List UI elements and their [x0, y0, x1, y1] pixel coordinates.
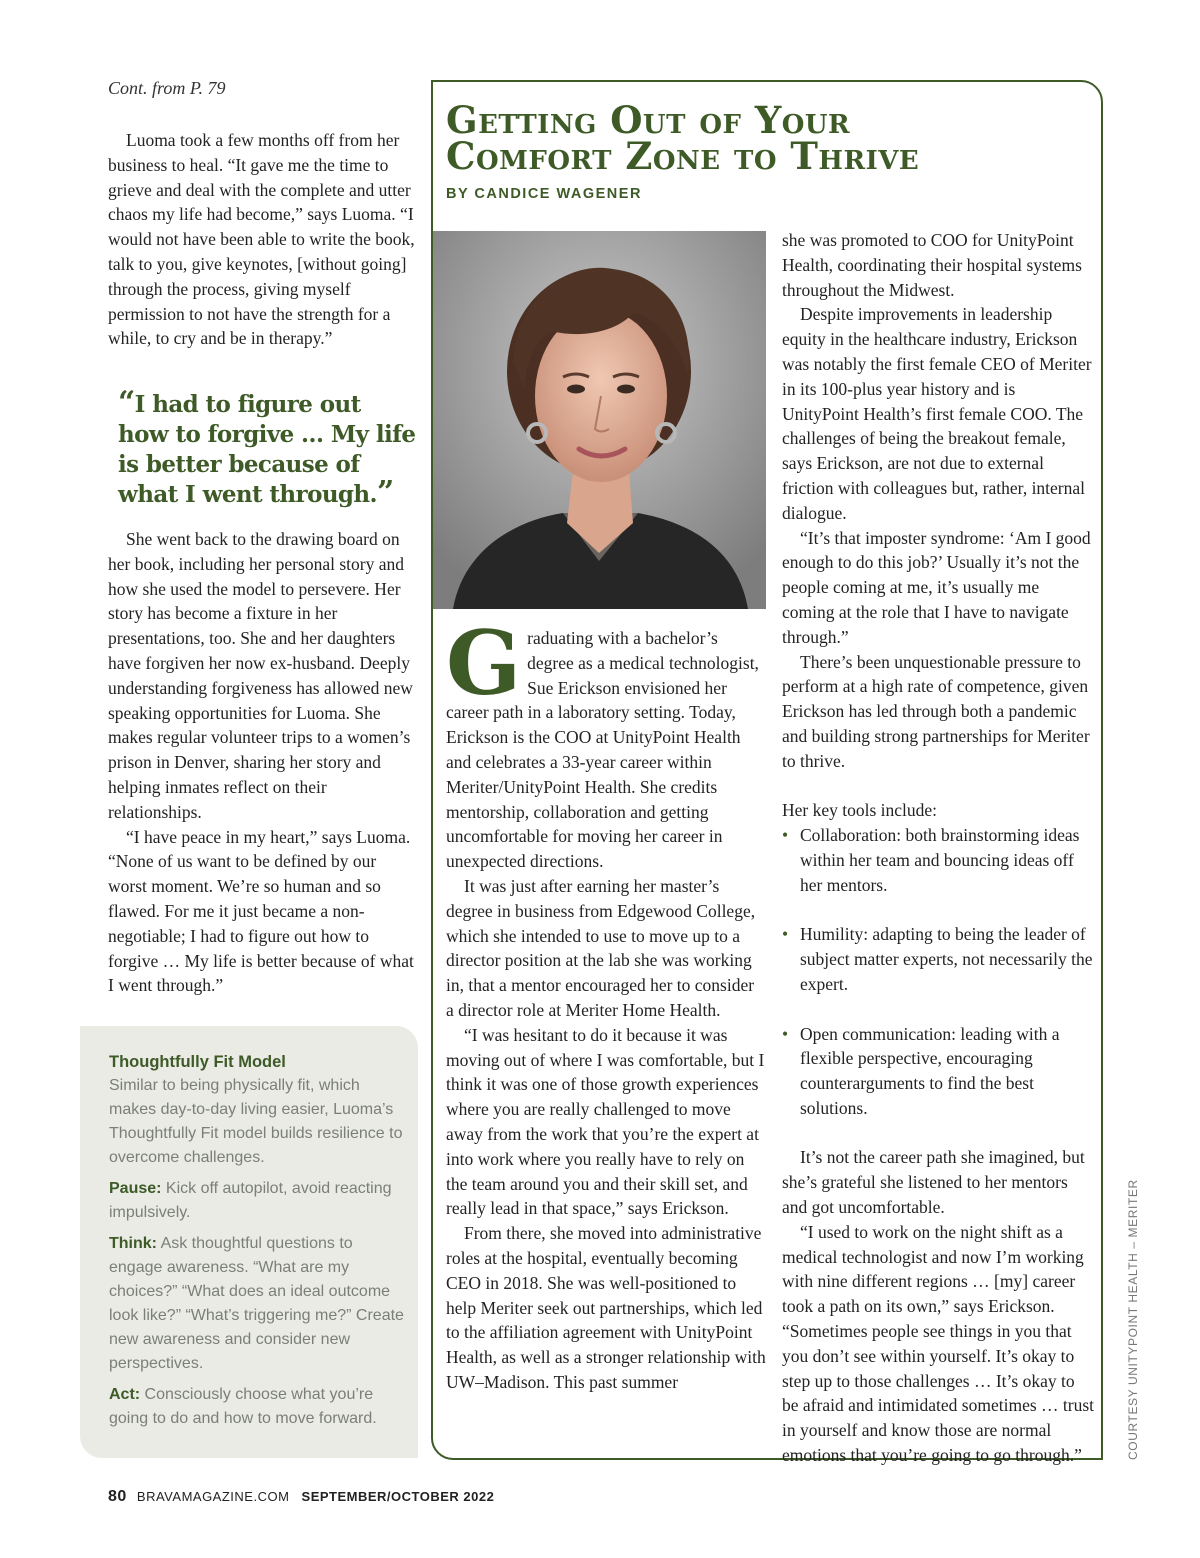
bullet-text: Humility: adapting to being the leader of subject matter experts, not necessarily the expert. — [800, 924, 1093, 994]
sidebar-item-label: Act: — [109, 1386, 141, 1403]
paragraph: She went back to the drawing board on her book, including her personal story and how she used the model to persevere. Her story has become a fixture in her presentations, too. She and her daughters have forgiven her now ex-husband. Deeply understanding forgiveness has allowed new speaking opportunities for Luoma. She makes regular volunteer trips to a women’s prison in Denver, sharing her story and helping inmates reflect on their relationships. — [108, 529, 413, 822]
footer-site: BRAVAMAGAZINE.COM — [136, 1489, 290, 1504]
paragraph: “I was hesitant to do it because it was moving out of where I was comfortable, but I think it was one of those growth experiences where you are really challenged to move away from the work that you’re the expert at into work where you really have to rely on the team around you and their skill set, and really lead in that space,” says Erickson. — [446, 1024, 765, 1219]
paragraph: “I used to work on the night shift as a medical technologist and now I’m working with nine different regions … [my] career took a path on its own,” says Erickson. “Sometimes people see things in you that you don’t see within yourself. It’s okay to step up to those challenges … It’s okay to be afraid and intimidated sometimes … trust in yourself and know those are normal emotions that you’re going to go through.” — [782, 1221, 1095, 1466]
sidebar-item-text: Kick off autopilot, avoid reacting impulsively. — [109, 1180, 392, 1221]
sidebar-item-label: Think: — [109, 1235, 157, 1252]
bullet-text: Open communication: leading with a flexible perspective, encouraging counterarguments to find the best solutions. — [800, 1023, 1060, 1118]
sidebar-item-text: Consciously choose what you’re going to do and how to move forward. — [109, 1386, 377, 1427]
paragraph: Despite improvements in leadership equity in the healthcare industry, Erickson was notably the first female CEO of Meriter in its 100-plus year history and is UnityPoint Health’s first female COO. The challenges of being the breakout female, says Erickson, are not due to external friction with colleagues but, rather, internal dialogue. — [782, 304, 1092, 523]
paragraph: It was just after earning her master’s degree in business from Edgewood College, which she intended to use to move up to a director position at the lab she was working in, that a mentor encouraged her to consider a director role at Meriter Home Health. — [446, 875, 756, 1020]
footer-issue: SEPTEMBER/OCTOBER 2022 — [301, 1489, 495, 1504]
paragraph: “I have peace in my heart,” says Luoma. “None of us want to be defined by our worst moment. We’re so human and so flawed. For me it just became a non-negotiable; I had to figure out how to forgive … My life is better because of what I went through.” — [108, 826, 414, 996]
page-number: 80 — [108, 1488, 127, 1505]
close-quote-mark: ” — [376, 475, 394, 510]
portrait-illustration — [433, 231, 766, 609]
sidebar-intro: Similar to being physically fit, which makes day-to-day living easier, Luoma’s Thoughtfully Fit model builds resilience to overcome challenges. — [109, 1077, 403, 1166]
sidebar-item-text: Ask thoughtful questions to engage awareness. “What are my choices?” “What does an ideal outcome look like?” “What’s triggering me?” Create new awareness and consider new perspectives. — [109, 1235, 404, 1372]
left-column-bottom — [108, 527, 418, 998]
pull-quote — [118, 385, 418, 510]
page-footer — [108, 1488, 494, 1506]
bullet-icon: • — [782, 825, 789, 846]
paragraph: she was promoted to COO for UnityPoint Health, coordinating their hospital systems throughout the Midwest. — [782, 230, 1082, 300]
bullet-item — [782, 922, 1094, 996]
bullet-item — [782, 823, 1094, 897]
paragraph: It’s not the career path she imagined, but she’s grateful she listened to her mentors and got uncomfortable. — [782, 1147, 1085, 1218]
sidebar-item-label: Pause: — [109, 1180, 162, 1197]
sidebar-item-pause — [109, 1177, 409, 1225]
portrait-photo — [433, 231, 766, 609]
lead-paragraph — [446, 611, 766, 874]
pull-quote-text: I had to figure out how to forgive … My life is better because of what I went through. — [118, 391, 416, 508]
paragraph: There’s been unquestionable pressure to perform at a high rate of competence, given Erickson has led through both a pandemic and building strong partnerships for Meriter to thrive. — [782, 651, 1090, 771]
sidebar-box — [80, 1026, 418, 1458]
bullet-item — [782, 1022, 1094, 1121]
bullet-icon: • — [782, 1023, 789, 1044]
left-column-top — [108, 128, 418, 351]
drop-cap: G — [446, 611, 522, 715]
bullet-icon: • — [782, 924, 789, 945]
article-column-right — [782, 228, 1094, 1468]
bullet-text: Collaboration: both brainstorming ideas within her team and bouncing ideas off her mentors. — [800, 825, 1080, 895]
photo-credit: COURTESY UNITYPOINT HEALTH – MERITER — [1126, 1179, 1140, 1460]
byline: BY CANDICE WAGENER — [446, 186, 642, 202]
tools-intro: Her key tools include: — [782, 800, 938, 821]
open-quote-mark: “ — [118, 385, 135, 420]
paragraph: From there, she moved into administrative roles at the hospital, eventually becoming CEO in 2018. She was well-positioned to help Meriter seek out partnerships, which led to the affiliation agreement with UnityPoint Health, as well as a stronger relationship with UW–Madison. This past summer — [446, 1223, 766, 1392]
article-title — [446, 98, 1096, 178]
lead-paragraph-text: raduating with a bachelor’s degree as a medical technologist, Sue Erickson envisioned her career path in a laboratory setting. Today, Erickson is the COO at UnityPoint Health and celebrates a 33-year career within Meriter/UnityPoint Health. She credits mentorship, collaboration and getting uncomfortable for moving her career in unexpected directions. — [446, 628, 759, 872]
continued-label: Cont. from P. 79 — [108, 78, 226, 98]
article-column-middle — [446, 611, 766, 1395]
paragraph: “It’s that imposter syndrome: ‘Am I good enough to do this job?’ Usually it’s not the people coming at me, it’s usually me coming at the role that I have to navigate through.” — [782, 527, 1091, 647]
sidebar-item-think — [109, 1232, 409, 1376]
paragraph: Luoma took a few months off from her business to heal. “It gave me the time to grieve and deal with the complete and utter chaos my life had become,” says Luoma. “I would not have been able to write the book, talk to you, give keynotes, [without going] through the process, giving myself permission to not have the strength for a while, to cry and be in therapy.” — [108, 130, 415, 349]
title-line-2: Comfort Zone to Thrive — [446, 134, 920, 178]
sidebar-item-act — [109, 1383, 409, 1431]
title-line-1: Getting Out of Your — [446, 98, 851, 142]
sidebar-heading: Thoughtfully Fit Model — [109, 1053, 286, 1071]
